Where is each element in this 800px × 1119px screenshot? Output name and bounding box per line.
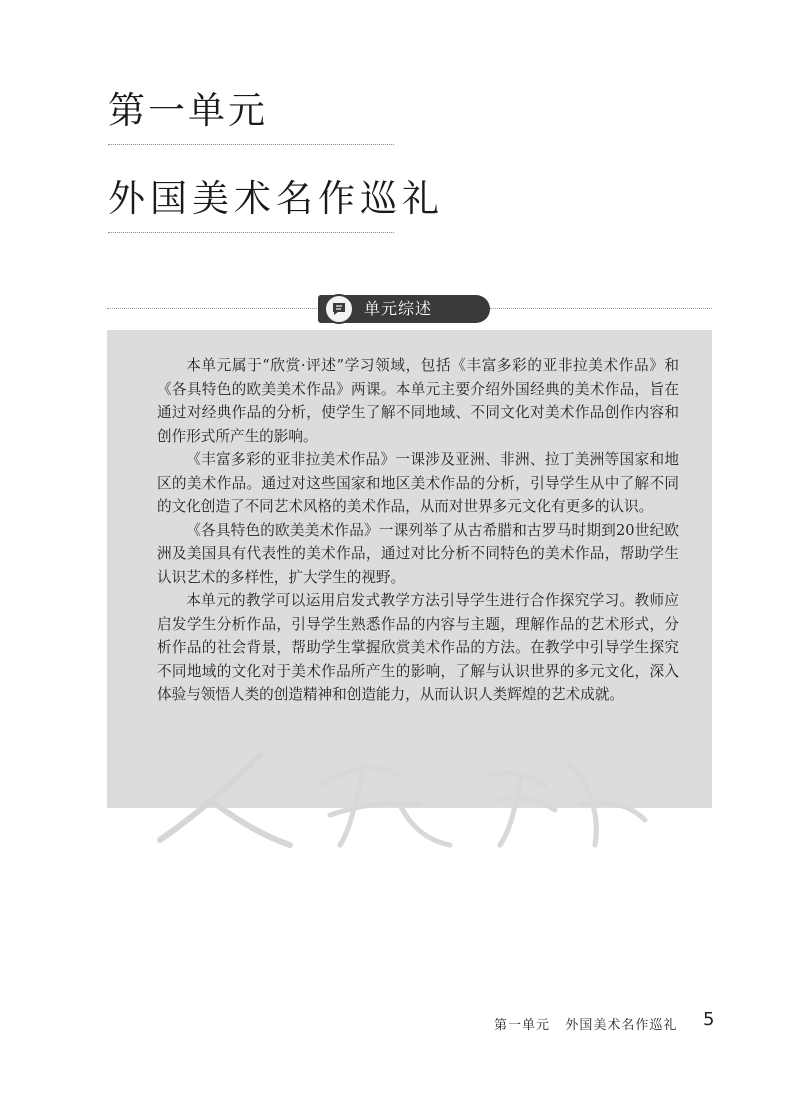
heading-divider	[108, 144, 394, 145]
summary-paragraph: 本单元的教学可以运用启发式教学方法引导学生进行合作探究学习。教师应启发学生分析作品，引导学生熟悉作品的内容与主题，理解作品的艺术形式，分析作品的社会背景，帮助学生掌握欣赏美术作品的方法。在教学中引导学生探究不同地域的文化对于美术作品所产生的影响，了解与认识世界的多元文化，深入体验与领悟人类的创造精神和创造能力，从而认识人类辉煌的艺术成就。	[157, 592, 679, 703]
running-footer-title: 第一单元 外国美术名作巡礼	[494, 1018, 678, 1033]
section-banner-label: 单元综述	[364, 299, 433, 318]
unit-number-heading: 第一单元	[108, 89, 268, 132]
summary-paragraph: 《各具特色的欧美美术作品》一课列举了从古希腊和古罗马时期到20世纪欧洲及美国具有代表性的美术作品，通过对比分析不同特色的美术作品，帮助学生认识艺术的多样性，扩大学生的视野。	[157, 521, 679, 586]
summary-paragraph: 《丰富多彩的亚非拉美术作品》一课涉及亚洲、非洲、拉丁美洲等国家和地区的美术作品。通过对这些国家和地区美术作品的分析，引导学生从中了解不同的文化创造了不同艺术风格的美术作品，从而对世界多元文化有更多的认识。	[157, 451, 679, 515]
summary-paragraph: 本单元属于“欣赏·评述”学习领域，包括《丰富多彩的亚非拉美术作品》和《各具特色的欧美美术作品》两课。本单元主要介绍外国经典的美术作品，旨在通过对经典作品的分析，使学生了解不同地域、不同文化对美术作品创作内容和创作形式所产生的影响。	[157, 357, 679, 445]
banner-divider-right	[490, 308, 712, 309]
unit-summary-box	[107, 330, 712, 808]
page-number: 5	[703, 1009, 715, 1030]
section-banner	[318, 295, 490, 323]
speech-bubble-icon	[324, 294, 354, 324]
banner-divider-left	[107, 308, 319, 309]
unit-title-heading: 外国美术名作巡礼	[108, 177, 444, 220]
unit-summary-text	[157, 354, 679, 707]
heading-divider	[108, 232, 394, 233]
